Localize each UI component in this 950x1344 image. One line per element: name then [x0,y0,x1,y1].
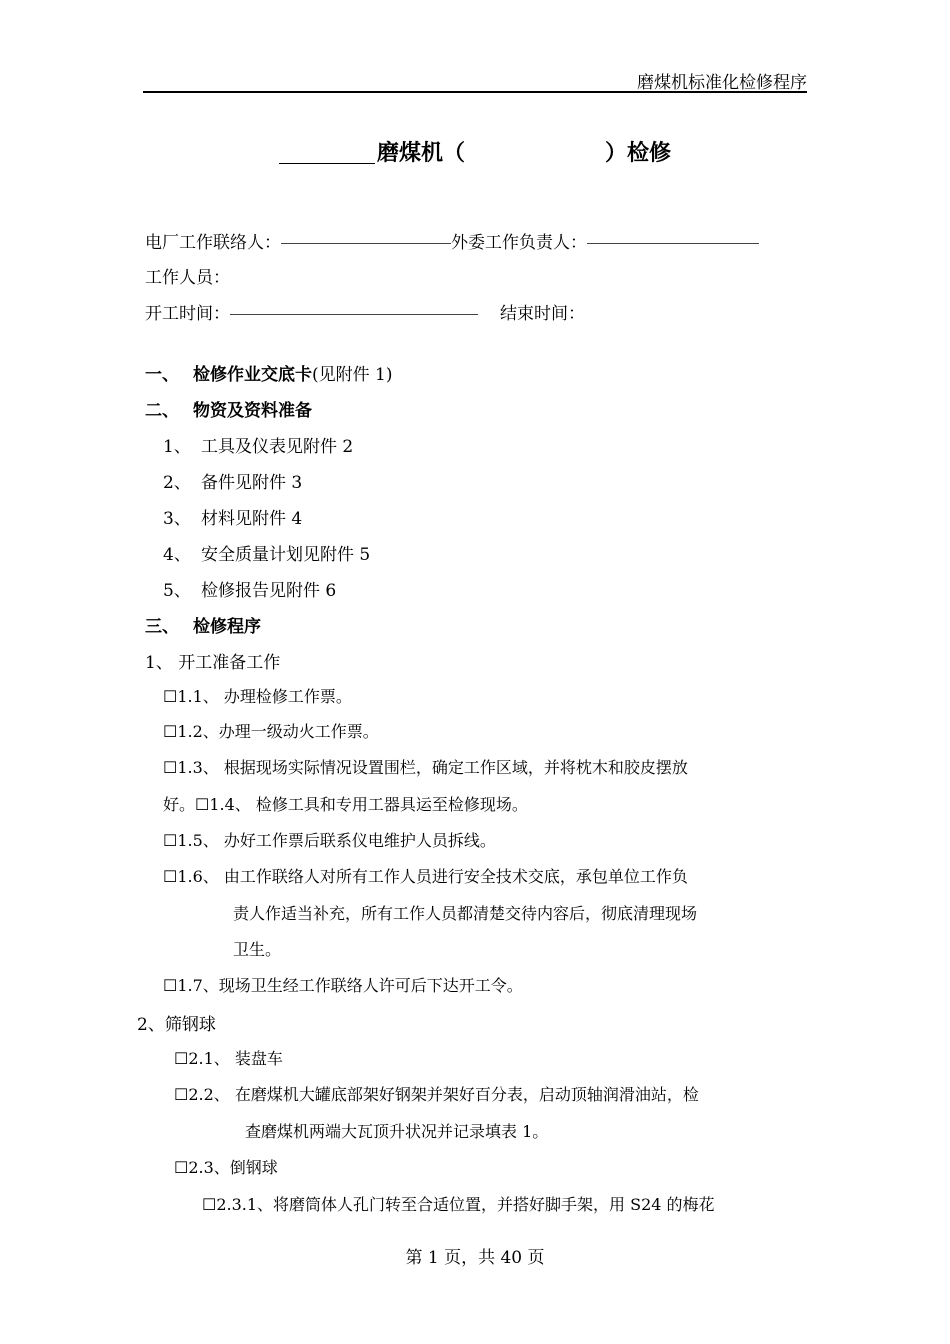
list-item [163,504,302,529]
checklist-item-1-6-line2: 责人作适当补充，所有工作人员都清楚交待内容后，彻底清理现场 [233,904,698,923]
start-label: 开工时间： [145,304,230,324]
section-2-number: 二、 [145,401,179,421]
list-item-text: 检修报告见附件 6 [201,581,337,601]
checklist-item-1-6-line3: 卫生。 [233,940,282,959]
list-item-text: 备件见附件 3 [201,473,303,493]
time-field [145,299,585,324]
contact-label: 电厂工作联络人： [145,233,281,253]
section-1 [145,360,392,385]
list-item-text: 工具及仪表见附件 2 [201,437,354,457]
list-item [163,576,336,601]
list-item-number: 3、 [163,509,191,529]
step-1-heading: 1、 开工准备工作 [145,653,281,673]
checklist-item-1-6: ☐1.6、 由工作联络人对所有工作人员进行安全技术交底，承包单位工作负 [163,867,688,886]
section-1-number: 一、 [145,365,179,385]
section-2-heading: 物资及资料准备 [193,401,312,421]
contact-field [145,228,759,253]
section-1-tail: (见附件 1) [312,365,393,385]
list-item [163,468,302,493]
document-title [0,136,950,167]
staff-label: 工作人员： [145,268,230,288]
running-header: 磨煤机标准化检修程序 [637,73,807,93]
checklist-item-2-3-1: ☐2.3.1、将磨筒体人孔门转至合适位置，并搭好脚手架，用 S24 的梅花 [202,1195,715,1214]
end-label: 结束时间： [500,304,585,324]
section-3-heading: 检修程序 [193,617,261,637]
list-item-number: 4、 [163,545,191,565]
title-part1: 磨煤机（ [376,141,465,166]
checklist-item-1-7: ☐1.7、现场卫生经工作联络人许可后下达开工令。 [163,976,523,995]
checklist-item-1-5: ☐1.5、 办好工作票后联系仪电维护人员拆线。 [163,831,496,850]
list-item-number: 1、 [163,437,191,457]
outsource-blank [587,242,759,244]
header-rule [143,91,807,93]
checklist-item-2-2: ☐2.2、 在磨煤机大罐底部架好钢架并架好百分表，启动顶轴润滑油站，检 [174,1085,699,1104]
section-3 [145,612,261,637]
checklist-item-2-2-line2: 查磨煤机两端大瓦顶升状况并记录填表 1。 [245,1122,549,1141]
list-item-text: 安全质量计划见附件 5 [201,545,371,565]
section-1-heading: 检修作业交底卡 [193,365,312,385]
list-item [163,540,370,565]
section-3-number: 三、 [145,617,179,637]
page-footer: 第 1 页，共 40 页 [405,1248,545,1268]
checklist-item-1-3-continued: 好。☐1.4、 检修工具和专用工器具运至检修现场。 [163,795,528,814]
contact-blank [281,242,451,244]
checklist-item-1-3: ☐1.3、 根据现场实际情况设置围栏，确定工作区域，并将枕木和胶皮摆放 [163,758,688,777]
checklist-item-2-1: ☐2.1、 装盘车 [174,1049,283,1068]
section-2 [145,396,312,421]
step-2-heading: 2、筛钢球 [137,1015,216,1035]
checklist-item-1-1: ☐1.1、 办理检修工作票。 [163,687,352,706]
title-blank-underline [279,141,375,164]
outsource-label: 外委工作负责人： [451,233,587,253]
title-part2: ）检修 [605,141,672,166]
checklist-item-2-3: ☐2.3、倒钢球 [174,1158,278,1177]
list-item-text: 材料见附件 4 [201,509,303,529]
list-item-number: 2、 [163,473,191,493]
start-blank [230,313,478,315]
list-item [163,432,353,457]
list-item-number: 5、 [163,581,191,601]
checklist-item-1-2: ☐1.2、办理一级动火工作票。 [163,722,379,741]
